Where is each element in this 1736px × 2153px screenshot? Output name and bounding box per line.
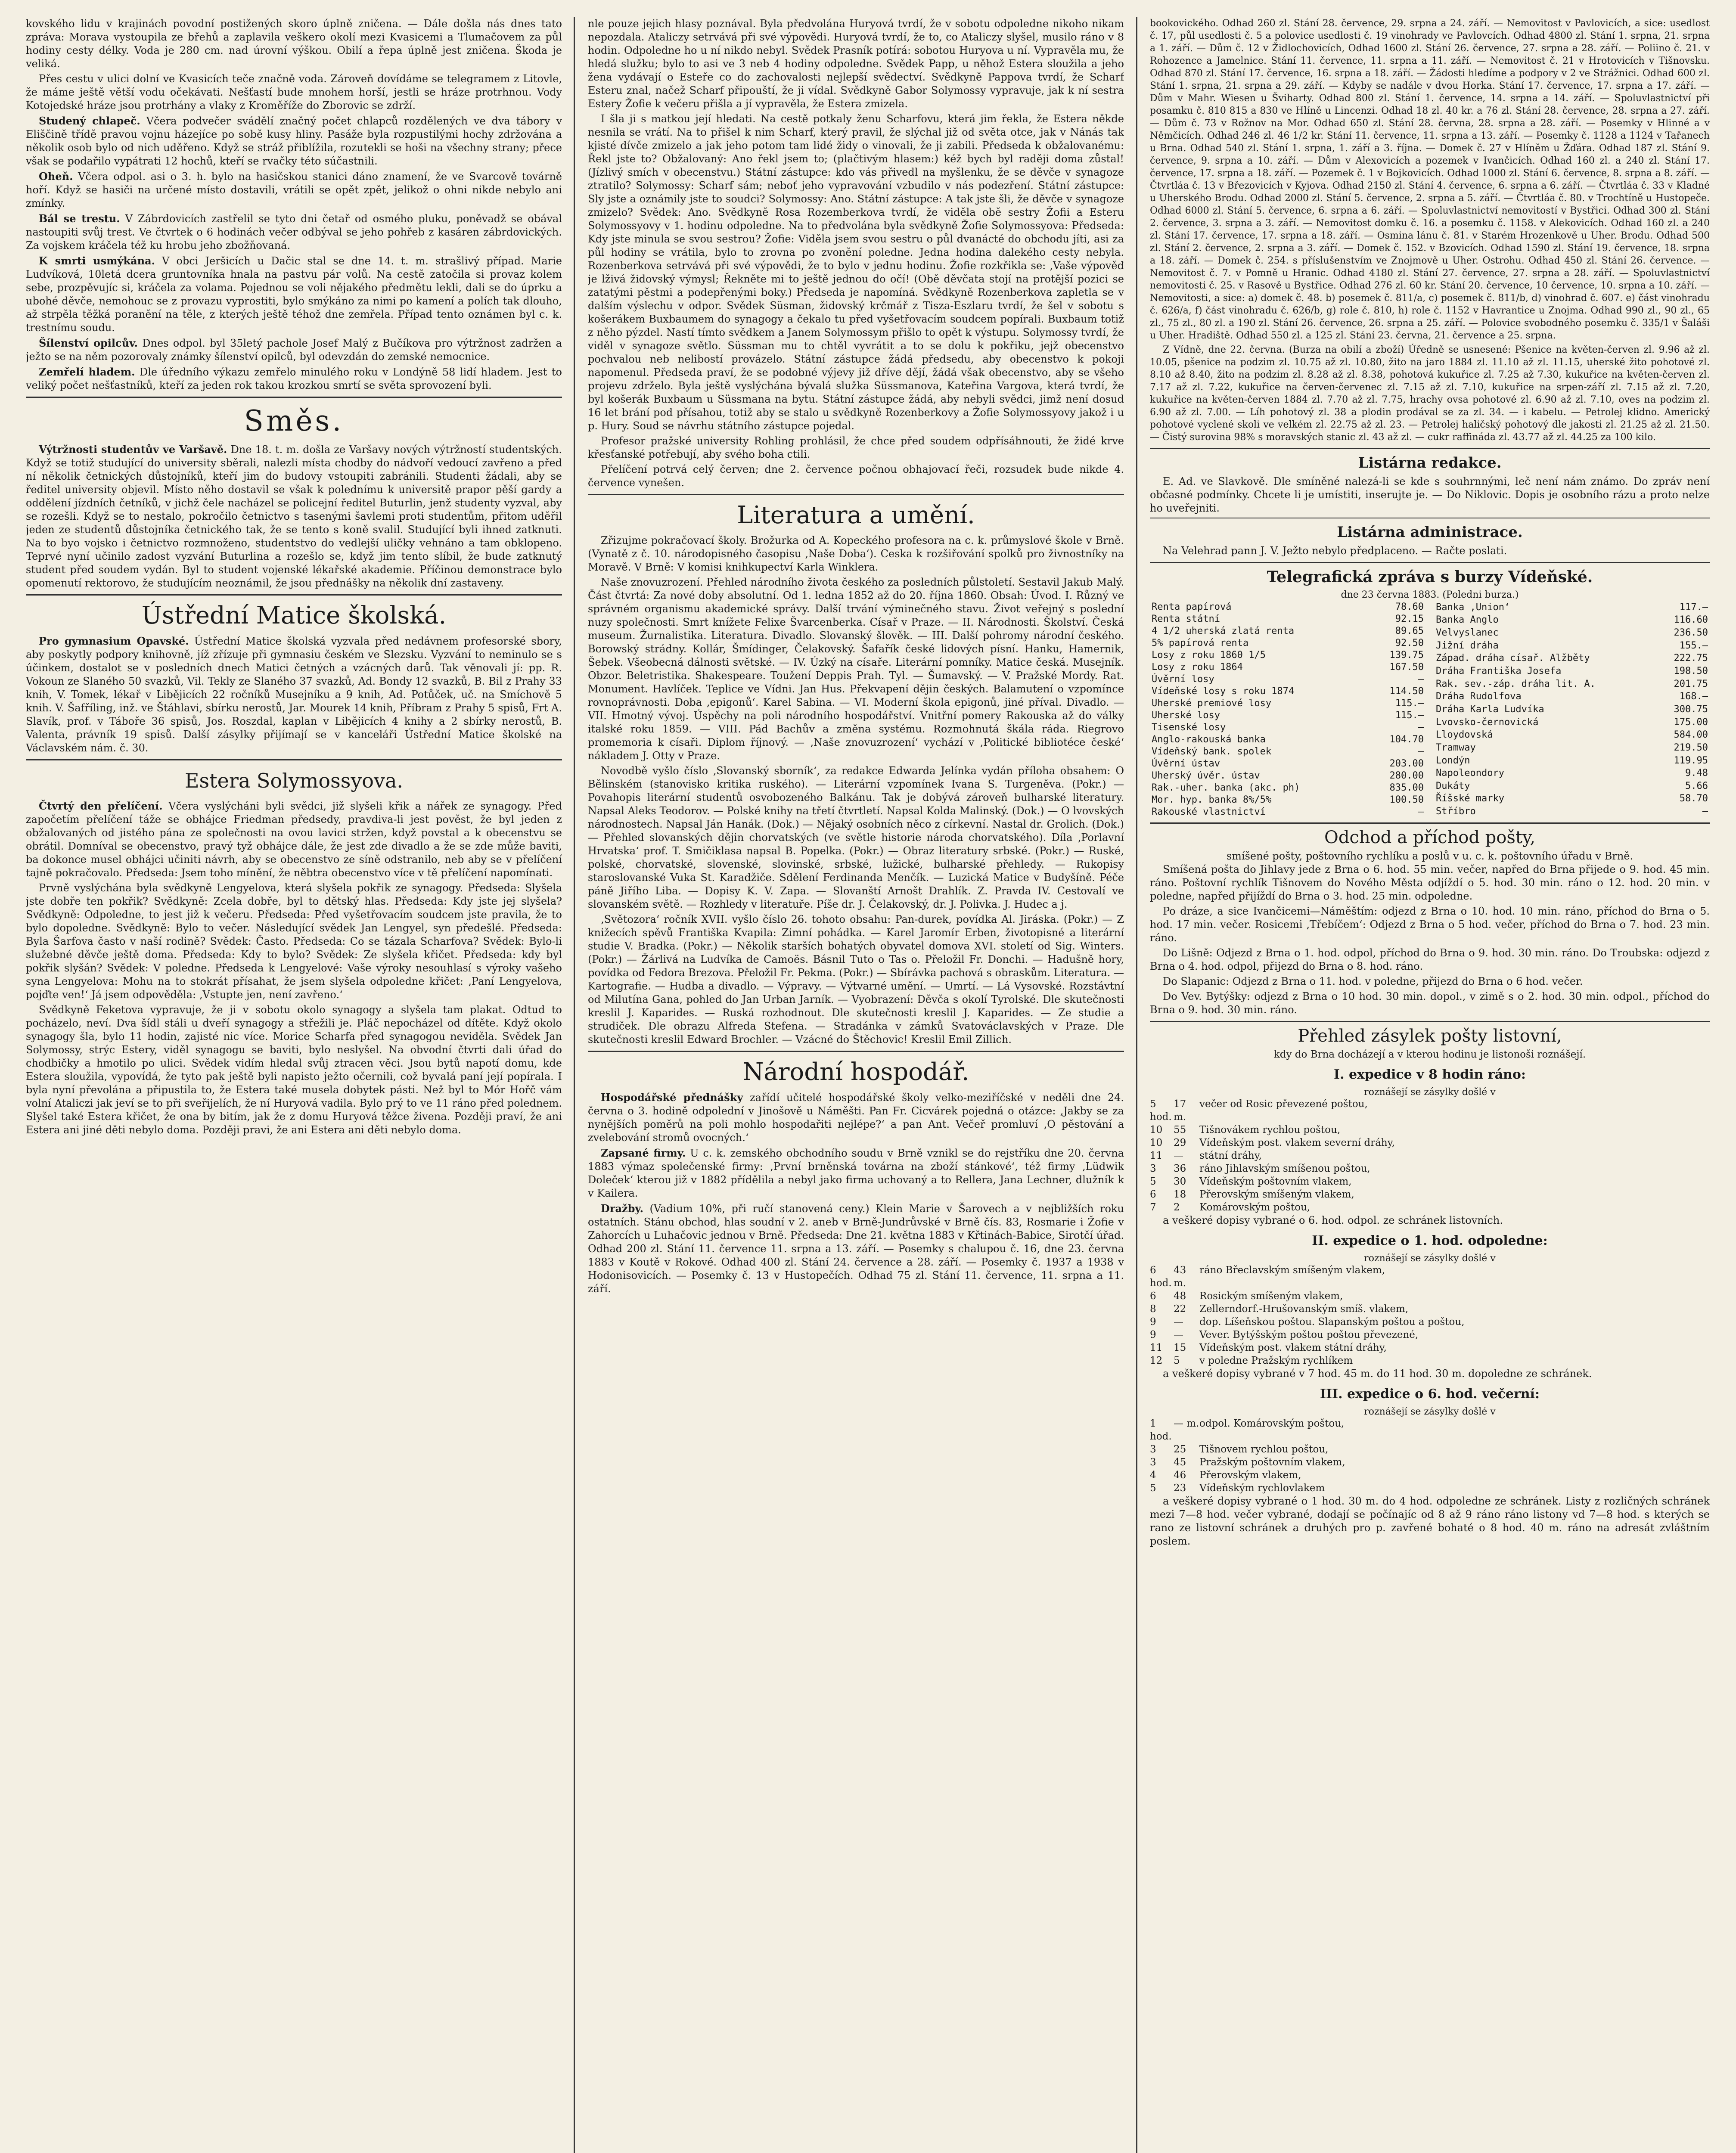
table-row xyxy=(1150,637,1425,649)
list-item xyxy=(1150,1417,1710,1443)
column-rule xyxy=(574,17,575,2153)
paragraph: bookovického. Odhad 260 zl. Stání 28. července, 29. srpna a 24. září. — Nemovitost v Pavlovicích, a sice: usedlost č. 17, půl usedlosti č. 5 a polovice usedlosti č. 19 vinohrady ve Pavlovcích. Odhad 4800 zl. Stání 1. srpna, 21. srpna a 1. září. — Dům č. 12 v Židlochovicích, Odhad 1600 zl. Stání 26. července, 27. srpna a 28. září. — Poliino č. 21. v Rohozence a Jamelnice. Stání 11. července, 11. srpna a 11. září. — Nemovitost č. 21 v Hrotovicích v Tišnovsku. Odhad 870 zl. Stání 17. července, 16. srpna a 18. září. — Žádosti hledíme a podpory v 2 ve Strážnici. Odhad 600 zl. Stání 1. srpna, 21. srpna a 29. září. — Kdyby se nadále v dvou Horka. Stání 17. července, 17. srpna a 17. září. — Dům v Mahr. Wiesen u Šviharty. Odhad 800 zl. Stání 1. července, 14. srpna a 14. září. — Spoluvlastnictví při posamku č. 810 815 a 830 ve Hlíně u Lincenzi. Odhad 18 zl. 40 kr. a 76 zl. Stání 28. července, 28. srpna a 27. září. — Dům č. 73 v Rožnov na Mor. Odhad 650 zl. Stání 28. června, 28. srpna a 28. září. — Posemky v Hlinné a v Němčicích. Odhad 246 zl. 46 1/2 kr. Stání 11. července, 11. srpna a 13. září. — Posemky č. 1128 a 1124 v Tařanech u Brna. Odhad 540 zl. Stání 1. srpna, 1. září a 3. října. — Domek č. 27 v Hlíněm u Žďára. Odhad 187 zl. Stání 9. července, 9. srpna a 10. září. — Dům v Alexovicích a pozemek v Ivančicích. Odhad 160 zl. a 240 zl. Stání 17. července, 17. srpna a 18. září. — Pozemek č. 1 v Bojkovicích. Odhad 1000 zl. Stání 6. července, 8. srpna a 8. září. — Čtvrtláa č. 13 v Březovicích v Kyjova. Odhad 2150 zl. Stání 4. července, 6. srpna a 6. září. — Čtvrtláa č. 33 v Kladné u Uherského Brodu. Odhad 2000 zl. Stání 5. července, 2. srpna a 5. září. — Čtvrtláa č. 80. v Trochtíně u Hustopeče. Odhad 6000 zl. Stání 5. července, 6. srpna a 6. září. — Spoluvlastnictví nemovitostí v Bystřici. Odhad 300 zl. Stání 2. července, 3. srpna a 3. září. — Nemovitost domku č. 16. a posemku č. 1158. v Alekovicích. Odhad 160 zl. a 240 zl. Stání 17. července, 17. srpna a 18. září. — Osmina lánu č. 81. v Starém Hrozenkově u Uher. Brodu. Odhad 500 zl. Stání 2. července, 2. srpna a 3. září. — Domek č. 152. v Bzovicích. Odhad 1590 zl. Stání 19. července, 18. srpna a 18. září. — Domek č. 254. s příslušenstvím ve Znojmově u Uher. Ostrohu. Odhad 450 zl. Stání 26. července. — Nemovitost č. 7. v Pomně u Hranic. Odhad 4180 zl. Stání 27. července, 27. srpna a 28. září. — Spoluvlastnictví nemovitosti č. 25. v Rasově u Bystřice. Odhad 276 zl. 60 kr. Stání 20. července, 10 července, 10. srpna a 10. září. — Nemovitosti, a sice: a) domek č. 48. b) posemek č. 811/a, c) posemek č. 811/b, d) vinohrad č. 607. e) část vinohradu č. 626/a, f) část vinohradu č. 626/b, g) role č. 810, h) role č. 1152 v Havrantice u Znojma. Odhad 990 zl., 90 zl., 65 zl., 75 zl., 80 zl. a 190 zl. Stání 26. července, 26. srpna a 25. září. — Polovice svobodného posemku č. 335/1 v Šaláši u Uher. Hradiště. Odhad 550 zl. a 125 zl. Stání 23. června, 21. července a 25. srpna. xyxy=(1150,18,1710,341)
security-price: 201.75 xyxy=(1674,678,1708,689)
table-row xyxy=(1150,746,1425,758)
expedition-sub: roznášejí se zásylky došlé v xyxy=(1364,1406,1496,1417)
security-name: Rak. sev.-záp. dráha lit. A. xyxy=(1436,678,1596,689)
table-row xyxy=(1150,758,1425,770)
schedule-list xyxy=(1150,1264,1710,1367)
paragraph: Profesor pražské university Rohling prohlásil, že chce před soudem odpřísáhnouti, že židé krve křesťanské potřebují, aby svého boha ctili. xyxy=(588,435,1124,460)
schedule-hour: 4 xyxy=(1150,1470,1156,1481)
news-item xyxy=(26,170,562,210)
security-price: — xyxy=(1418,674,1424,685)
divider xyxy=(588,1051,1124,1052)
table-row xyxy=(1150,601,1425,613)
news-item-title: Pro gymnasium Opavské. xyxy=(39,635,189,647)
paragraph: a veškeré dopisy vybrané v 7 hod. 45 m. do 11 hod. 30 m. dopoledne ze schránek. xyxy=(1163,1368,1592,1380)
burza-table xyxy=(1150,601,1710,818)
paragraph: Z Vídně, dne 22. června. (Burza na obilí a zboží) Úředně se usnesené: Pšenice na květen-červen zl. 9.96 až zl. 10.05, pšenice na podzim zl. 10.75 až zl. 10.80, žito na jaro 1884 zl. 11.10 až zl. 11.15, uherské žito pohotové zl. 8.10 až 8.40, žito na podzim zl. 8.28 až zl. 8.38, pohotová kukuřice zl. 7.25 až 7.30, kukuřice na květen-červen zl. 7.17 až zl. 7.22, kukuřice na červen-červenec zl. 7.15 až zl. 7.10, kukuřice na srpen-září zl. 7.15 až zl. 7.20, kukuřice na květen-červen 1884 zl. 7.70 až zl. 7.75, hrachy ovsa pohotové zl. 6.90 až zl. 7.10, oves na podzim zl. 6.90 až zl. 7.00. — Líh pohotový zl. 38 a plodin prodával se za zl. 34. — i kabelu. — Petrolej klidno. Americký pohotové vyclené skoli ve velkém zl. 22.75 až zl. 23. — Petrolej haličský pohotový dle jakosti zl. 21.25 až zl. 21.50. — Čistý surovina 98% s moravských stanic zl. 43 až zl. — cukr raffináda zl. 43.77 až zl. 44.25 za 100 kilo. xyxy=(1150,344,1710,443)
column-1 xyxy=(26,17,562,2153)
schedule-minute: 45 xyxy=(1174,1457,1186,1468)
table-row xyxy=(1150,673,1425,686)
list-item xyxy=(1150,1123,1710,1136)
table-row xyxy=(1150,698,1425,710)
security-price: 119.95 xyxy=(1674,755,1708,766)
schedule-route: ráno Jihlavským smíšenou poštou, xyxy=(1199,1163,1370,1174)
news-item-title: Dražby. xyxy=(601,1202,643,1215)
list-item xyxy=(1150,1328,1710,1341)
schedule-hour: 10 xyxy=(1150,1124,1163,1135)
news-item xyxy=(26,212,562,252)
schedule-hour: 11 xyxy=(1150,1150,1163,1161)
security-name: Tramway xyxy=(1436,742,1476,753)
newspaper-page xyxy=(26,17,1710,2153)
news-item-text: V obci Jeršicích u Dačic stal se dne 14. t. m. strašlivý případ. Marie Ludvíková, 10letá dcera gruntovníka hnala na pastvu pár volů. Na cestě zatočila si provaz kolem sebe, prozpěvujíc si, kráčela za volama. Pojednou se voli nějakého předmětu lekli, dali se do úprku a ubohé děvče, nemohouc se z provazu vyprostiti, bylo smýkáno za nimi po kamení a polích tak dlouho, až strpěla těžká poranění na těle, z kterých ještě téhož dne zemřela. Případ tento oznámen byl c. k. trestnímu soudu. xyxy=(26,255,562,334)
news-item xyxy=(26,336,562,363)
schedule-route: Vídeňským rychlovlakem xyxy=(1199,1483,1325,1494)
schedule-list xyxy=(1150,1417,1710,1495)
paragraph: Smíšená pošta do Jihlavy jede z Brna o 6. hod. 55 min. večer, napřed do Brna přijede o 9. hod. 45 min. ráno. Poštovní rychlík Tišnovem do Nového Města odjíždí o 5. hod. 30 min. ráno o 12. hod. 20 min. v poledne, napřed přijíždí do Brna o 3. hod. 25 min. odpoledne. xyxy=(1150,863,1710,902)
security-price: 300.75 xyxy=(1674,704,1708,715)
security-name: Lvovsko-černovická xyxy=(1436,717,1539,728)
section-heading-posta: Odchod a příchod pošty, xyxy=(1324,828,1535,847)
security-price: 100.50 xyxy=(1389,794,1424,805)
list-item xyxy=(1150,1341,1710,1354)
schedule-minute: 29 xyxy=(1174,1137,1186,1148)
paragraph: Přes cestu v ulici dolní ve Kvasicích teče značně voda. Zároveň dovídáme se telegramem z Litovle, že máme ještě větší vodu očekávati. Nešťastí bude mnohem horší, jestli se hráze protrhnou. Vody Kotojedské hráze jsou protrhány a vlaky z Kroměříže do Zborovic se zdrží. xyxy=(26,73,562,112)
schedule-minute: 15 xyxy=(1174,1342,1186,1353)
table-row xyxy=(1150,613,1425,625)
divider xyxy=(1150,1021,1710,1022)
table-row xyxy=(1150,625,1425,637)
news-item-title: Oheň. xyxy=(39,170,73,183)
security-price: 198.50 xyxy=(1674,666,1708,677)
news-item xyxy=(26,443,562,590)
paragraph: Novodbě vyšlo číslo ‚Slovanský sborník‘, za redakce Edwarda Jelínka vydán příloha obsahem: O Bělinském (stanovisko kritika ruského). — Literární vzpomínek Ivana S. Turgeněva. (Pokr.) — Povahopis literární studentů osvobozeného Balkánu. Tak je dobývá zároveň bulharské literatury. Napsal Aleks Teodorov. — Polské knihy na třetí čtvrtletí. Napsal Kolda Malinský. (Dok.) — O lvovských národnostech. Napsal Ján Hanák. (Dok.) — Nějaký osobních něco z církevní. Nastal dr. Grolich. (Dok.) — Přehled slovanských dějin chorvatských (ve světle historie národa chorvatského). Díla ‚Porlavní Hrvatska‘ prof. T. Smičiklasa napsal B. Popelka. (Pokr.) — Obraz literatury srbské. (Pokr.) — Ruské, polské, chorvatské, slovenské, slovinské, srbské, lužické, bulharské přehledy. — Rukopisy staroslovanské Vuka St. Karadžiče. Sdělení Ferdinanda Menčík. — Luzická Matice v Budyšíně. Péče páně Jiřího Liba. — Dopisy K. V. Zapa. — Slovanští Arnošt Drahlík. Z. Pravda IV. Cestovalí ve slovanském světě. — Rozhledy v literatuře. Píše dr. J. Čelakovský, dr. J. Polivka. J. Hudec a j. xyxy=(588,765,1124,910)
news-item xyxy=(26,634,562,755)
schedule-hour: 6 xyxy=(1150,1189,1156,1200)
schedule-minute: 30 xyxy=(1174,1176,1186,1187)
schedule-minute: 23 xyxy=(1174,1483,1186,1494)
paragraph: I šla ji s matkou její hledati. Na cestě potkaly ženu Scharfovu, která jim řekla, že Estera někde nesnila se vrátí. Na to přišel k nim Scharf, který pravil, že slýchal již od světa otce, jak v Nánás tak kjisté dívče zmizelo a jak jeho potom tam lidé židy o vinovali, že ji zabili. Předseda k obžalovanému: Řekl jste to? Obžalovaný: Ano řekl jsem to; (plačtivým hlasem:) kéž bych byl raději doma zůstal! (Jízlivý smích v obecenstvu.) Státní zástupce: kdo vás přivedl na myšlenku, že se děvče v synagoze ztratilo? Solymossy: Scharf sám; neboť jeho vypravování vzbudilo v nás podezření. Státní zástupce: Sly jste a oznámily jste to soudci? Solymossy: Ano. Státní zástupce: A tak jste šli, že děvče v synagoze zmizelo? Svědek: Ano. Svědkyně Rosa Rozemberkova tvrdí, že viděla obě sestry Žofii a Esteru Solymossyovy v 1. hodinu odpoledne. Na to předvolána byla svědkyně Žofie Solymossyova: Předseda: Kdy jste minula se svou sestrou? Žofie: Viděla jsem svou sestru o půl dvanácté do obchodu jíti, asi za půl hodiny se vrátila, bylo to zrovna po zvonění poledne. Jedna hodina dalekého cesty nebyla. Rozenberkova setrvává při své výpovědi, že to bylo v jednu hodinu. Žofie rozkřikla se: ‚Vaše výpověď je lživá židovský výmysl; Řekněte mi to ještě jednou do očí! (Obě děvčata stojí na protější pozici se zatatými pěstmi a podepřenými boky.) Předseda je napomíná. Svědkyně Rozenberkova zapletla se v dalším výslechu v odpor. Svědek Süsman, židovský krčmář z Tisza-Eszlaru tvrdí, že šel v sobotu s košerákem Buxbaumem do synagogy a čekalo tu před vyšetřovacím soudcem popírali. Buxbaum totiž z něho pýzdel. Nastí tímto svědkem a Janem Solymossym přišlo to opět k výstupu. Solymossy tvrdí, že viděl v synagoze světlo. Süssman mu to chtěl vyvrátit a to se dolu k pokřiku, jejž obecenstvo pochvalou neb nelibostí provázelo. Státní zástupce žádá předsedu, aby obecenstvo k pokoji napomenul. Předseda praví, že se podobné výjevy již dříve dějí, žádá však obecenstvo, aby se všeho projevu zdrželo. Byla ještě vyslýchána bývalá služka Süssmanova, Kateřina Vargova, která tvrdí, že byl košerák Buxbaum u Süssmana na bytu. Státní zástupce žádá, aby nebyli svědci, jimž není dosud 16 let brání pod přísahou, totiž aby se stalo u svědkyně Rozenberkovy a Žofie Solymossyovy jakož i u p. Hury. Soud se návrhu státního zástupce pojedal. xyxy=(588,113,1124,432)
table-row xyxy=(1434,805,1710,818)
list-item xyxy=(1150,1162,1710,1175)
security-name: Vídeňský bank. spolek xyxy=(1152,746,1272,757)
security-name: Losy z roku 1864 xyxy=(1152,662,1243,673)
security-name: Londýn xyxy=(1436,755,1470,766)
security-price: 115.— xyxy=(1395,698,1424,709)
security-name: Jižní dráha xyxy=(1436,640,1499,651)
paragraph: Přelíčení potrvá celý červen; dne 2. července počnou obhajovací řeči, rozsudek bude nikde 4. července vynešen. xyxy=(588,463,1124,489)
section-heading-zasylky: Přehled zásylek pošty listovní, xyxy=(1298,1026,1562,1046)
security-price: 155.— xyxy=(1679,640,1708,651)
security-name: Uherské losy xyxy=(1152,710,1220,721)
table-row xyxy=(1434,741,1710,754)
news-item xyxy=(588,1146,1124,1200)
schedule-minute: — xyxy=(1174,1150,1183,1161)
security-price: 222.75 xyxy=(1674,653,1708,664)
posta-subheading: smíšené pošty, poštovního rychlíku a poslů v u. c. k. poštovního úřadu v Brně. xyxy=(1226,850,1634,862)
schedule-list xyxy=(1150,1098,1710,1214)
schedule-route: odpol. Komárovským poštou, xyxy=(1199,1418,1345,1429)
news-item-text: V Zábrdovicích zastřelil se tyto dni četař od osmého pluku, poněvadž se obával nastoupiti svůj trest. Ve čtvrtek o 6 hodinách večer odbýval se jeho pohřeb z kasáren zábrdovických. Za vojskem kráčela též ku hrobu jeho zbožňovaná. xyxy=(26,213,562,251)
news-item-text: Dle úředního výkazu zemřelo minulého roku v Londýně 58 lidí hladem. Jest to veliký počet nešťastníků, kteří za jeden rok takou krozkou smrtí se světa sprovození byli. xyxy=(26,366,562,391)
news-item-text: zařídí učitelé hospodářské školy velko-meziříčské v neděli dne 24. června o 3. hodině odpolední v Jinošově u Náměšti. Pan Fr. Cicvárek pojedná o otázce: ‚Jakby se za nynějších poměrů na poli mohlo hospodařiti nejlépe?‘ a pan Ant. Večeř promluví ‚O pěstování a zvelebování stromů ovocných.‘ xyxy=(588,1092,1124,1144)
burza-table-right xyxy=(1434,601,1710,818)
news-item-title: Bál se trestu. xyxy=(39,212,120,225)
section-heading-administrace: Listárna administrace. xyxy=(1337,524,1523,541)
security-name: Rak.-uher. banka (akc. ph) xyxy=(1152,782,1300,793)
schedule-hour: 7 xyxy=(1150,1202,1156,1213)
list-item xyxy=(1150,1303,1710,1315)
schedule-hour: 6 xyxy=(1150,1291,1156,1302)
security-name: Renta papírová xyxy=(1152,602,1232,612)
table-row xyxy=(1434,665,1710,678)
list-item xyxy=(1150,1354,1710,1367)
news-item-title: Šílenství opilcův. xyxy=(39,337,138,349)
schedule-minute: 18 xyxy=(1174,1189,1186,1200)
divider xyxy=(26,397,562,398)
paragraph: Prvně vyslýchána byla svědkyně Lengyelova, která slyšela pokřik ze synagogy. Předseda: Slyšela jste dobře ten pokřik? Svědkyně: Zcela dobře, byl to dětský hlas. Předseda: Kdy jste jej slyšela? Svědkyně: Odpoledne, to jest již k večeru. Předseda: Před vyšetřovacím soudcem jste pravila, že to bylo dopoledne. Svědkyně: Bylo to večer. Následující svědek Jan Lengyel, syn předešlé. Předseda: Byla Šarfova často v naší rodině? Svědek: Často. Předseda: Co se tázala Scharfova? Svědek: Bylo-li služebné děvče ještě doma. Předseda: Kdy to bylo? Svědek: Ze slyšela křičet. Předseda: kdy byl pokřik slyšán? Svědek: V poledne. Předseda k Lengyelové: Vaše výroky nesouhlasí s výroky vašeho syna Lengyelova: Mohu na to stokrát přísahat, že jsem slyšela odpoledne křičet: ‚Paní Lengyelova, pojďte ven!‘ Já jsem odpověděla: ‚Vstupte jen, není zavřeno.‘ xyxy=(26,882,562,1001)
paragraph: a veškeré dopisy vybrané o 6. hod. odpol. ze schránek listovních. xyxy=(1163,1214,1503,1226)
table-row xyxy=(1434,639,1710,652)
paragraph: Na Velehrad pann J. V. Ježto nebylo předplaceno. — Račte poslati. xyxy=(1163,545,1507,557)
schedule-route: Přerovským smíšeným vlakem, xyxy=(1199,1189,1354,1200)
paragraph: Naše znovuzrození. Přehled národního života českého za posledních půlstoletí. Sestavil Jakub Malý. Část čtvrtá: Za nové doby absolutní. Od 1. ledna 1852 až do 20. října 1860. Obsah: Úvod. I. Různý ve správném organismu akademické správy. Další trvání výminečného stavu. Život veřejný s poslední nuzy společnosti. Smrt knížete Felixe Švarcenberka. Císař v Praze. — II. Národnosti. Školství. Česká museum. Žurnalistika. Literatura. Divadlo. Slovanský šlověk. — III. Další pohromy národní českého. Borowský strádny. Kollár, Šmídinger, Čelakovský. Šafařík české lidových písní. Hanku, Hamernik, Šebek. Všeobecná dálnosti světské. — IV. Úzký na císaře. Literární pomníky. Matice česká. Musejník. Obzor. Beletristika. Shakespeare. Toužení Deppis Prah. Tyl. — Šumavský. — V. Pražské Mordy. Rat. Monument. Havlíček. Teplice ve Vídni. Jan Hus. Překvapení dějin českých. Balamutení o vzpomínce rovnoprávnosti. Doba ‚epigonů‘. Karel Sabina. — VI. Moderní škola epigonů, jiné příval. Divadlo. — VII. Hmotný vývoj. Úspěchy na poli národního hospodářství. Vnitřní pomery Rakouska až do války italské roku 1859. — VIII. Pád Bachův a změna systému. Rozmohnutá škála ráda. Riegrovo promemoria k císaři. Diplom říjnový. — ‚Naše znovuzrození‘ vychází v ‚Politické bibliotéce české‘ nákladem J. Otty v Praze. xyxy=(588,576,1124,762)
news-item-title: K smrti usmýkána. xyxy=(39,254,155,267)
table-row xyxy=(1150,770,1425,782)
schedule-minute: — xyxy=(1174,1329,1183,1340)
divider xyxy=(26,594,562,596)
security-name: Uherský úvěr. ústav xyxy=(1152,770,1260,781)
security-name: Úvěrní losy xyxy=(1152,674,1214,685)
schedule-route: státní dráhy, xyxy=(1199,1150,1262,1161)
security-name: Stříbro xyxy=(1436,806,1476,817)
news-item xyxy=(26,254,562,335)
paragraph: E. Ad. ve Slavkově. Dle smíněné nalezá-li se kde s souhrnnými, leč není nám známo. Do zpráv není občasné podmínky. Chcete li je umístiti, inserujte je. — Do Niklovic. Dopis je osobního rázu a proto nelze ho uveřejniti. xyxy=(1150,475,1710,514)
security-price: 139.75 xyxy=(1389,650,1424,661)
table-row xyxy=(1150,806,1425,818)
table-row xyxy=(1434,767,1710,780)
table-row xyxy=(1434,780,1710,793)
security-price: 117.— xyxy=(1679,602,1708,613)
security-price: 236.50 xyxy=(1674,627,1708,639)
news-item-text: (Vadium 10%, při ručí stanovená ceny.) Klein Marie v Šarovech a v nejbližších roku ostatních. Stánu obchod, hlas soudní v 2. aneb v Brně-Jundrůvské v Brně čís. 83, Rosmarie i Žofie v Zahorcích u Luhačovic jednou v Brně. Předseda: Dne 21. května 1883 v Křtinách-Babice, Sirotčí úřad. Odhad 200 zl. Stání 11. července 11. srpna a 13. září. — Posemky s chalupou č. 16, dne 23. června 1883 v Koutě v Rokové. Odhad 400 zl. Stání 24. července a 28. září. — Posemky č. 1937 a 1938 v Hodonisovicích. — Posemky č. 13 v Hustopečích. Odhad 75 zl. Stání 11. července, 11. srpna a 11. září. xyxy=(588,1203,1124,1295)
news-item-title: Hospodářské přednášky xyxy=(601,1091,743,1104)
schedule-minute: 5 xyxy=(1174,1355,1180,1366)
schedule-route: Vídeňským post. vlakem severní dráhy, xyxy=(1199,1137,1395,1148)
section-heading-burza: Telegrafická zpráva s burzy Vídeňské. xyxy=(1267,568,1593,586)
schedule-hour: 3 xyxy=(1150,1457,1156,1468)
security-name: Úvěrní ústav xyxy=(1152,758,1220,769)
security-name: Dukáty xyxy=(1436,780,1470,791)
security-price: 116.60 xyxy=(1674,614,1708,626)
schedule-hour: 11 xyxy=(1150,1342,1163,1353)
security-price: 115.— xyxy=(1395,710,1424,721)
security-name: Banka Anglo xyxy=(1436,614,1499,626)
list-item xyxy=(1150,1456,1710,1469)
news-item-text: Dnes odpol. byl 35letý pachole Josef Malý z Bučíkova pro výtržnost zadržen a ježto se na něm pozorovaly známky šílenství opilců, byl odevzdán do zemské nemocnice. xyxy=(26,337,562,363)
schedule-route: Rosickým smíšeným vlakem, xyxy=(1199,1291,1343,1302)
paragraph: Do Slapanic: Odjezd z Brna o 11. hod. v poledne, přijezd do Brna o 6 hod. večer. xyxy=(1163,975,1583,987)
list-item xyxy=(1150,1175,1710,1188)
section-heading-smes: Směs. xyxy=(244,404,344,437)
schedule-route: Vídeňským post. vlakem státní dráhy, xyxy=(1199,1342,1387,1353)
schedule-hour: 3 xyxy=(1150,1444,1156,1455)
security-name: Velvyslanec xyxy=(1436,627,1499,639)
expedition-heading: III. expedice o 6. hod. večerní: xyxy=(1320,1387,1540,1402)
security-price: 114.50 xyxy=(1389,686,1424,697)
security-name: Dráha Karla Ludvíka xyxy=(1436,704,1544,715)
list-item xyxy=(1150,1188,1710,1201)
news-item-text: U c. k. zemského obchodního soudu v Brně vznikl se do rejstříku dne 20. června 1883 výmaz společenské firmy: ‚První brněnská továrna na zboží stánkové‘, též firmy ‚Lüdwik Doleček‘ kterou již v 1882 přídělila a nebyl jako firma uchovaný a to Rellera, Jana Lechner, dlužník k v Kailera. xyxy=(588,1147,1124,1199)
divider xyxy=(1150,562,1710,563)
list-item xyxy=(1150,1315,1710,1328)
table-row xyxy=(1434,703,1710,716)
schedule-minute: 25 xyxy=(1174,1444,1186,1455)
list-item xyxy=(1150,1469,1710,1482)
security-name: Říšské marky xyxy=(1436,793,1504,804)
schedule-route: v poledne Pražským rychlíkem xyxy=(1199,1355,1353,1366)
schedule-minute: 48 xyxy=(1174,1291,1186,1302)
security-price: 5.66 xyxy=(1685,780,1708,791)
table-row xyxy=(1434,614,1710,627)
security-name: Dráha Rudolfova xyxy=(1436,691,1522,702)
schedule-hour: 5 xyxy=(1150,1176,1156,1187)
security-name: Uherské premiové losy xyxy=(1152,698,1272,709)
paragraph: Svědkyně Feketova vypravuje, že ji v sobotu okolo synagogy a slyšela tam plakat. Odtud to pocházelo, neví. Dva šídl stáli u dveří synagogy a střežili je. Pláč nepocházel od dítěte. Když okolo synagogy šla, bylo 11 hodin, zajisté nic více. Morice Scharfa před synagogou neviděla. Svědek Jan Solymossy, strýc Estery, viděl synagogu se baviti, bylo neslyšel. Na obvodní čtvrti dali úřad do chodbičky a hmotilo po ulici. Svědek vidím hledal svůj ztracen věci. Jsou bytů napotí domu, kde Estera sloužila, vypovídá, že tyto pak ještě byli napisto ježto očernili, což byvalá paní její popírala. I byla nyní převolána a připustila to, že Estera také musela dobytek pásti. Než byl to Mór Hořč vám volní Ataliczi jak jeví se to při sveřijelích, že ní Huryová vadila. Bylo prý to ve 11 ráno před polednem. Slyšel také Estera křičet, že ona by bitím, jak že z domu Huryová těžce živena. Později praví, že ani Estera ani jiné děti nebylo doma. Později pravi, že ani Estera ani děti nebylo doma. xyxy=(26,1004,562,1136)
security-price: 92.50 xyxy=(1395,638,1424,648)
table-row xyxy=(1150,649,1425,661)
section-heading-literatura: Literatura a umění. xyxy=(737,501,975,529)
list-item xyxy=(1150,1264,1710,1290)
schedule-hour: 3 xyxy=(1150,1163,1156,1174)
burza-table-left xyxy=(1150,601,1425,818)
schedule-hour: 9 xyxy=(1150,1316,1156,1328)
security-price: — xyxy=(1702,806,1708,817)
table-row xyxy=(1434,627,1710,639)
security-name: 4 1/2 uherská zlatá renta xyxy=(1152,626,1295,636)
schedule-minute: — m. xyxy=(1174,1418,1199,1429)
schedule-minute: 43 m. xyxy=(1174,1265,1186,1289)
news-item-text: Včera podvečer svádělí značný počet chlapců rozdělených ve dva tábory v Eliščině třídě pravou vojnu házejíce po sobě kusy hliny. Pasáže byla rozpustilými hochy zdržována a několik osob bylo od nich uděřeno. Když se stráž přiblížila, rozutekli se hoši na všechny strany; přece však se podařilo vypátrati 12 hochů, kteří se rvačky této súčastnili. xyxy=(26,115,562,167)
security-price: 835.00 xyxy=(1389,782,1424,793)
schedule-minute: 17 m. xyxy=(1174,1098,1186,1123)
paragraph: kovského lidu v krajinách povodní postižených skoro úplně zničena. — Dále došla nás dnes tato zpráva: Morava vystoupila ze břehů a zaplavila veškero okolí mezi Kvasicemi a Tlumačovem za půl hodiny cesty délky. Voda je 280 cm. nad úrovní výškou. Obilí a řepa úplně jest zničena. Škoda je veliká. xyxy=(26,18,562,70)
table-row xyxy=(1434,601,1710,614)
schedule-hour: 10 xyxy=(1150,1137,1163,1148)
section-heading-redakce: Listárna redakce. xyxy=(1358,454,1502,472)
security-price: 167.50 xyxy=(1389,662,1424,673)
security-name: Renta státní xyxy=(1152,614,1220,624)
security-name: Mor. hyp. banka 8%/5% xyxy=(1152,794,1272,805)
security-price: 58.70 xyxy=(1679,793,1708,804)
schedule-hour: 12 xyxy=(1150,1355,1163,1366)
news-item-title: Výtržnosti studentův ve Varšavě. xyxy=(39,443,227,456)
expedition-sub: roznášejí se zásylky došlé v xyxy=(1364,1087,1496,1098)
security-price: 89.65 xyxy=(1395,626,1424,636)
paragraph: ‚Světozora‘ ročník XVII. vyšlo číslo 26. tohoto obsahu: Pan-durek, povídka Al. Jiráska. (Pokr.) — Z knižecích spěvů Františka Kvapila: Zimní pohádka. — Karel Jaromír Erben, životopisné a literární studie V. Bradka. (Pokr.) — Několik starších bohatých obyvatel domova XVI. století od Sig. Winters. (Pokr.) — Žárlivá na Ludvíka de Camoës. Básnil Tuto o Tas o. Přeložil Fr. Donchi. — Hadušně hory, povídka od Fedora Brezova. Přeložil Fr. Pekma. (Pokr.) — Sbírávka pachová s obraskům. Literatura. — Kartografie. — Hudba a divadlo. — Výpravy. — Výtvarné umění. — Umrtí. — Lá Vysovské. Rozstávtní od Milutína Gana, pohled do Jan Urban Jarník. — Vyobrazení: Děvča s okolí Tyrolské. Dle skutečnosti kreslil J. Kaparides. — Ruská rozhodnout. Dle skutečnosti kreslil J. Kaparides. — Ze studie a strudiček. Dle obrazu Alfreda Stefena. — Stradánka v zámků Svatováclavských v Praze. Dle skutečnosti kreslil Edward Brochler. — Vzácné do Štěchovic! Kreslil Emil Zillich. xyxy=(588,913,1124,1045)
paragraph: nle pouze jejich hlasy poznával. Byla předvolána Huryová tvrdí, že v sobotu odpoledne nikoho nikam nepozdala. Ataliczy setrvává při své výpovědi. Huryová tvrdí, že to, co Ataliczy slyšel, musilo ráno v 8 hodin. Odpoledne ho u ní nikdo nebyl. Svědek Prasník potírá: sobotou Huryova u ní. Vypravěla mu, že hledá služku; bylo to asi ve 3 neb 4 hodiny odpoledne. Svědek Papp, u něhož Estera sloužila a jeho žena vydávají o Esteře co do zachovalosti nejlepší svědectví. Svědkyně Pappova tvrdí, že Scharf Esteru znal, načež Scharf připouští, že ji vídal. Svědkyně Gabor Solymossy vypravuje, jak k ní sestra Estery Žofie k večeru přišla a jí vypravěla, že Estera zmizela. xyxy=(588,18,1124,110)
table-row xyxy=(1150,734,1425,746)
schedule-route: Komárovským poštou, xyxy=(1199,1202,1311,1213)
news-item-text: Ústřední Matice školská vyzvala před nedávnem profesorské sbory, aby poskytly podpory knihovně, jíž zřízuje při gymnasiu českém ve Slezsku. Vyzvání to neminulo se s účinkem, dostalot se v posledních dnech Matici četných a vzácných darů. Tak věnovali jí: pp. R. Vokoun ze Slaného 50 svazků, Vil. Tekly ze Slaného 37 svazků, Ad. Bondy 12 svazků, B. Bil z Prahy 33 knih, V. Tomek, lékař v Libějicích 22 ročníků Musejníku a 9 knih, Ad. Potůček, uč. na Smíchově 5 knih. V. Šafříling, inž. ve Štáhlavi, sbírku nerostů, Jar. Mourek 14 knih, Příbram z Prahy 5 spisů, Frt A. Slavík, prof. v Táboře 36 spisů, Jos. Roszdal, kaplan v Libějicích 4 knihy a 2 sbírky nerostů, B. Valenta, právník 19 spisů. Další zásylky přijímají se v kanceláři Ústřední Matice školské na Václavském nám. č. 30. xyxy=(26,635,562,754)
news-item xyxy=(26,365,562,392)
table-row xyxy=(1434,793,1710,806)
security-name: Dráha Františka Josefa xyxy=(1436,666,1562,677)
table-row xyxy=(1150,794,1425,806)
schedule-route: Pražským poštovním vlakem, xyxy=(1199,1457,1345,1468)
news-item-title: Studený chlapeč. xyxy=(39,115,140,127)
expedition-sub: roznášejí se zásylky došlé v xyxy=(1364,1253,1496,1264)
schedule-hour: 5 xyxy=(1150,1483,1156,1494)
news-item-text: Dne 18. t. m. došla ze Varšavy nových výtržností studentských. Když se totiž studující do university sběrali, nalezli místa chodby do nádvoří vedoucí zavřeno a před ní několik četnických důstojníků, kteří jim do budovy vstoupiti zabránili. Studenti žádali, aby se ředitel university objevil. Místo něho dostavil se však k polednímu k universitě prapor pěší gardy a oddělení jízdních četníků, v jichž čele nacházel se policejní ředitel Buturlin, jenž studenty vyzval, aby se rozešli. Když se to nestalo, pokročilo četnictvo s tasenými šavlemi proti studentům, přitom uděřil jeden ze studentů důstojníka četnického tak, že se tento s koně svalil. Studující byli ihned zatknuti. Na to byo vojsko i četnictvo rozmnoženo, studentstvo do vedlejší uličky vehnáno a tam obklopeno. Teprvé nyní učinilo zadost vyzvání Buturlina a rozešlo se, když jim tento slíbil, že bude zatknutý student před soudem vydán. Byl to student vojenské lékařské akademie. Příčinou demonstrace bylo opomenutí rektorovo, že studujícím neoznámil, že jsou přednášky na několik dní zastaveny. xyxy=(26,444,562,589)
expedition-heading: I. expedice v 8 hodin ráno: xyxy=(1334,1067,1526,1082)
list-item xyxy=(1150,1149,1710,1162)
schedule-minute: 55 xyxy=(1174,1124,1186,1135)
security-name: Anglo-rakouská banka xyxy=(1152,734,1266,745)
security-price: 9.48 xyxy=(1685,768,1708,779)
list-item xyxy=(1150,1098,1710,1123)
zasylky-subheading: kdy do Brna docházejí a v kterou hodinu je listonoši roznášejí. xyxy=(1273,1049,1586,1060)
table-row xyxy=(1150,782,1425,794)
paragraph: Do Vev. Bytýšky: odjezd z Brna o 10 hod. 30 min. dopol., v zimě s o 2. hod. 30 min. odpol., příchod do Brna o 9. hod. 30 min. ráno. xyxy=(1150,990,1710,1016)
news-item xyxy=(26,799,562,880)
security-price: 78.60 xyxy=(1395,602,1424,612)
table-row xyxy=(1150,686,1425,698)
table-row xyxy=(1150,722,1425,734)
schedule-route: Tišnovem rychlou poštou, xyxy=(1199,1444,1329,1455)
list-item xyxy=(1150,1201,1710,1214)
expedition-heading: II. expedice o 1. hod. odpoledne: xyxy=(1312,1233,1548,1248)
security-name: Západ. dráha císař. Alžběty xyxy=(1436,653,1590,664)
news-item xyxy=(588,1091,1124,1145)
news-item-title: Čtvrtý den přelíčení. xyxy=(39,800,163,812)
security-price: 219.50 xyxy=(1674,742,1708,753)
paragraph: a veškeré dopisy vybrané o 1 hod. 30 m. do 4 hod. odpoledne ze schránek. Listy z rozličných schránek mezi 7—8 hod. večer vybrané, dodají se počínajíc od 8 až 9 ráno ráno listony vd 7—8 hod. s kterých se rano ze listovní schránek a druhých pro p. zavřené bohaté o 8 hod. 40 m. ráno na adresát zvláštním poslem. xyxy=(1150,1495,1710,1547)
schedule-minute: 22 xyxy=(1174,1303,1186,1315)
list-item xyxy=(1150,1482,1710,1495)
schedule-route: dop. Líšeňskou poštou. Slapanským poštou a poštou, xyxy=(1199,1316,1465,1328)
table-row xyxy=(1434,754,1710,767)
news-item-title: Zapsané firmy. xyxy=(601,1147,686,1159)
list-item xyxy=(1150,1136,1710,1149)
security-name: Napoleondory xyxy=(1436,768,1504,779)
schedule-hour: 8 xyxy=(1150,1303,1156,1315)
divider xyxy=(1150,448,1710,449)
paragraph: Do Lišně: Odjezd z Brna o 1. hod. odpol, příchod do Brna o 9. hod. 30 min. ráno. Do Troubska: odjezd z Brna o 4. hod. odpol, přijezd do Brna o 8. hod. ráno. xyxy=(1150,947,1710,972)
news-item xyxy=(588,1202,1124,1296)
security-price: 584.00 xyxy=(1674,729,1708,741)
security-price: — xyxy=(1418,746,1424,757)
security-name: Banka ‚Union‘ xyxy=(1436,602,1510,613)
table-row xyxy=(1434,690,1710,703)
schedule-route: Přerovským vlakem, xyxy=(1199,1470,1301,1481)
news-item-title: Zemřelí hladem. xyxy=(39,366,135,378)
schedule-route: večer od Rosic převezené poštou, xyxy=(1199,1098,1368,1110)
column-2 xyxy=(588,17,1124,2153)
list-item xyxy=(1150,1443,1710,1456)
table-row xyxy=(1434,678,1710,691)
security-price: 92.15 xyxy=(1395,614,1424,624)
divider xyxy=(588,494,1124,495)
table-row xyxy=(1150,710,1425,722)
security-name: 5% papírová renta xyxy=(1152,638,1249,648)
divider xyxy=(26,759,562,760)
security-price: 168.— xyxy=(1679,691,1708,702)
section-heading-matice: Ústřední Matice školská. xyxy=(141,602,447,630)
security-price: 104.70 xyxy=(1389,734,1424,745)
section-heading-hospodar: Národní hospodář. xyxy=(742,1058,969,1086)
section-heading-estera: Estera Solymossyova. xyxy=(184,769,404,792)
schedule-minute: 36 xyxy=(1174,1163,1186,1174)
schedule-minute: 46 xyxy=(1174,1470,1186,1481)
schedule-route: Vever. Bytýšským poštou poštou převezené, xyxy=(1199,1329,1419,1340)
schedule-hour: 6 hod. xyxy=(1150,1265,1172,1289)
table-row xyxy=(1434,716,1710,729)
burza-date: dne 23 června 1883. (Poledni burza.) xyxy=(1341,589,1519,600)
schedule-minute: — xyxy=(1174,1316,1183,1328)
security-price: 280.00 xyxy=(1389,770,1424,781)
security-name: Vídeňské losy s roku 1874 xyxy=(1152,686,1295,697)
security-name: Lloydovská xyxy=(1436,729,1493,741)
schedule-route: Vídeňským poštovním vlakem, xyxy=(1199,1176,1352,1187)
security-price: — xyxy=(1418,722,1424,733)
news-item xyxy=(26,114,562,168)
table-row xyxy=(1434,729,1710,741)
list-item xyxy=(1150,1290,1710,1303)
paragraph: Zřizujme pokračovací školy. Brožurka od A. Kopeckého profesora na c. k. průmyslové škole v Brně. (Vynatě z č. 10. národopisného časopisu ‚Naše Doba‘). Ceska k rozšiřování spolků pro živnostníky na Moravě. V Brně: V komisi knihkupectví Karla Winklera. xyxy=(588,534,1124,573)
column-3 xyxy=(1150,17,1710,2153)
schedule-route: Zellerndorf.-Hrušovanským smíš. vlakem, xyxy=(1199,1303,1409,1315)
news-item-text: Včera vyslýcháni byli svědci, již slyšeli křik a nářek ze synagogy. Před započetím přelíčení táže se obhájce Friedman předsedy, pravdiva-li jest pověst, že byl jeden z obžalovaných od jistého pána ze společnosti na ovou lavici stržen, když povstal a k obecenstvu se obrátil. Domníval se obecenstvo, pravý tyž obhájce dále, že jest zde divadlo a že se zde může baviti, ba dokonce musel obhájci učiniti návrh, aby se obecenstvo ze síně odstranilo, neb aby se v přelíčení tajně pokračovalo. Předseda: Jsem toho mínění, že něbtra obecenstvo více v tě přelíčení napomínati. xyxy=(26,800,562,879)
table-row xyxy=(1150,661,1425,673)
table-row xyxy=(1434,652,1710,665)
schedule-route: ráno Břeclavským smíšeným vlakem, xyxy=(1199,1265,1385,1276)
security-price: 175.00 xyxy=(1674,717,1708,728)
schedule-route: Tišnovákem rychlou poštou, xyxy=(1199,1124,1341,1135)
schedule-minute: 2 xyxy=(1174,1202,1180,1213)
column-rule xyxy=(1136,17,1137,2153)
security-name: Losy z roku 1860 1/5 xyxy=(1152,650,1266,661)
schedule-hour: 1 hod. xyxy=(1150,1418,1172,1442)
schedule-hour: 5 hod. xyxy=(1150,1098,1172,1123)
divider xyxy=(1150,822,1710,824)
security-price: 203.00 xyxy=(1389,758,1424,769)
paragraph: Po dráze, a sice Ivančicemi—Náměštím: odjezd z Brna o 10. hod. 10 min. ráno, příchod do Brna o 5. hod. 17 min. večer. Rosicemi ‚Třebíčem‘: Odjezd z Brna o 5 hod. večer, příchod do Brna o 7. hod. 23 min. ráno. xyxy=(1150,905,1710,944)
schedule-hour: 9 xyxy=(1150,1329,1156,1340)
news-item-text: Včera odpol. asi o 3. h. bylo na hasičskou stanici dáno znamení, že ve Svarcově továrně hoří. Když se hasiči na určené místo dostavili, vrátili se opět zpět, jelikož o ohni nikde nebylo ani zmínky. xyxy=(26,171,562,209)
security-name: Rakouské vlastnictví xyxy=(1152,807,1266,817)
security-name: Tisenské losy xyxy=(1152,722,1226,733)
security-price: — xyxy=(1418,807,1424,817)
